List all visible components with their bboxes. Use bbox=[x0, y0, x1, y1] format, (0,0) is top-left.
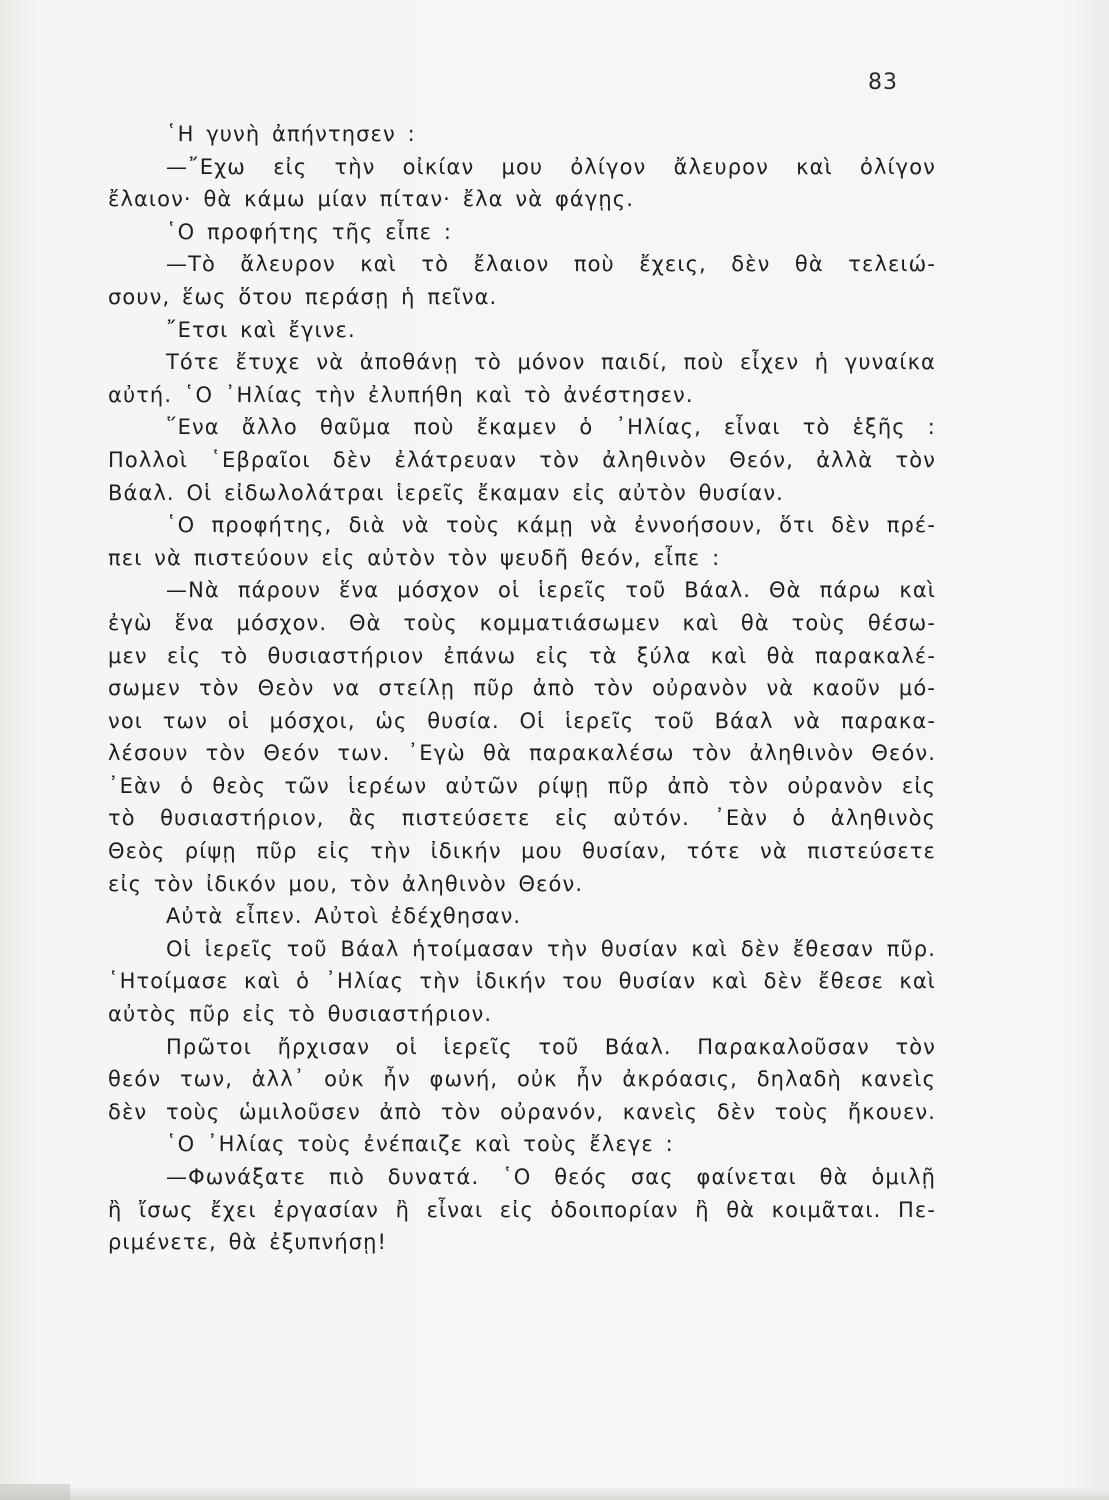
scan-corner-mark bbox=[0, 1484, 70, 1500]
text-line: ἐγὼ ἕνα μόσχον. Θὰ τοὺς κομματιάσωμεν καὶ θὰ τοὺς θέσω- bbox=[108, 610, 936, 635]
text-line: Βάαλ. Οἱ εἰδωλολάτραι ἱερεῖς ἔκαμαν εἰς αὐτὸν θυσίαν. bbox=[108, 480, 784, 505]
page-number: 83 bbox=[868, 70, 898, 95]
text-line: σωμεν τὸν Θεὸν να στείλῃ πῦρ ἀπὸ τὸν οὐρανὸν νὰ καοῦν μό- bbox=[108, 676, 936, 701]
text-line: τὸ θυσιαστήριον, ἂς πιστεύσετε εἰς αὐτόν. ᾿Εὰν ὁ ἀληθινὸς bbox=[108, 806, 936, 831]
text-line: —Νὰ πάρουν ἕνα μόσχον οἱ ἱερεῖς τοῦ Βάαλ. Θὰ πάρω καὶ bbox=[166, 578, 936, 603]
text-line: ριμένετε, θὰ ἐξυπνήσῃ! bbox=[108, 1230, 388, 1255]
text-line: Πρῶτοι ἤρχισαν οἱ ἱερεῖς τοῦ Βάαλ. Παρακαλοῦσαν τὸν bbox=[166, 1034, 936, 1059]
text-line: σουν, ἕως ὅτου περάσῃ ἡ πεῖνα. bbox=[108, 284, 498, 309]
text-line: Πολλοὶ ῾Εβραῖοι δὲν ἐλάτρευαν τὸν ἀληθινὸν Θεόν, ἀλλὰ τὸν bbox=[108, 447, 936, 472]
text-line: εἰς τὸν ἰδικόν μου, τὸν ἀληθινὸν Θεόν. bbox=[108, 871, 584, 896]
text-line: ῎Ετσι καὶ ἔγινε. bbox=[166, 317, 356, 342]
text-line: —῎Εχω εἰς τὴν οἰκίαν μου ὀλίγον ἄλευρον καὶ ὀλίγον bbox=[166, 154, 936, 179]
text-line: δὲν τοὺς ὡμιλοῦσεν ἀπὸ τὸν οὐρανόν, κανεὶς δὲν τοὺς ἤκουεν. bbox=[108, 1099, 936, 1124]
text-line: μεν εἰς τὸ θυσιαστήριον ἐπάνω εἰς τὰ ξύλα καὶ θὰ παρακαλέ- bbox=[108, 643, 936, 668]
text-line: Οἱ ἱερεῖς τοῦ Βάαλ ἡτοίμασαν τὴν θυσίαν καὶ δὲν ἔθεσαν πῦρ. bbox=[166, 936, 936, 961]
text-line: ἔλαιον· θὰ κάμω μίαν πίταν· ἔλα νὰ φάγῃς. bbox=[108, 187, 634, 212]
text-line: ῾Ο προφήτης, διὰ νὰ τοὺς κάμῃ νὰ ἐννοήσουν, ὅτι δὲν πρέ- bbox=[166, 513, 936, 538]
text-line: ῾Ο προφήτης τῆς εἶπε : bbox=[166, 219, 452, 244]
text-line: ῾Ητοίμασε καὶ ὁ ᾿Ηλίας τὴν ἰδικήν του θυσίαν καὶ δὲν ἔθεσε καὶ bbox=[108, 969, 936, 994]
text-line: ῾Η γυνὴ ἀπήντησεν : bbox=[166, 122, 416, 146]
body-text bbox=[108, 118, 936, 1259]
text-line: θεόν των, ἀλλ᾿ οὐκ ἦν φωνή, οὐκ ἦν ἀκρόασις, δηλαδὴ κανεὶς bbox=[108, 1067, 936, 1092]
text-line: ᾿Εὰν ὁ θεὸς τῶν ἱερέων αὐτῶν ρίψῃ πῦρ ἀπὸ τὸν οὐρανὸν εἰς bbox=[108, 773, 936, 798]
text-line: πει νὰ πιστεύουν εἰς αὐτὸν τὸν ψευδῆ θεόν, εἶπε : bbox=[108, 545, 721, 570]
text-line: Θεὸς ρίψῃ πῦρ εἰς τὴν ἰδικήν μου θυσίαν, τότε νὰ πιστεύσετε bbox=[108, 839, 936, 864]
text-line: ῾Ο ᾿Ηλίας τοὺς ἐνέπαιζε καὶ τοὺς ἔλεγε : bbox=[166, 1132, 674, 1157]
text-line: Αὐτὰ εἶπεν. Αὐτοὶ ἐδέχθησαν. bbox=[166, 904, 522, 929]
text-line: —Φωνάξατε πιὸ δυνατά. ῾Ο θεός σας φαίνεται θὰ ὁμιλῇ bbox=[166, 1165, 936, 1189]
text-line: αὐτή. ῾Ο ᾿Ηλίας τὴν ἐλυπήθη καὶ τὸ ἀνέστησεν. bbox=[108, 382, 694, 407]
text-line: ἢ ἴσως ἔχει ἐργασίαν ἢ εἶναι εἰς ὁδοιπορίαν ἢ θὰ κοιμᾶται. Πε- bbox=[108, 1197, 936, 1222]
text-line: νοι των οἱ μόσχοι, ὡς θυσία. Οἱ ἱερεῖς τοῦ Βάαλ νὰ παρακα- bbox=[108, 708, 936, 733]
page-bottom-edge bbox=[0, 1488, 1109, 1500]
text-line: —Τὸ ἄλευρον καὶ τὸ ἔλαιον ποὺ ἔχεις, δὲν θὰ τελειώ- bbox=[166, 252, 936, 277]
text-line: αὐτὸς πῦρ εἰς τὸ θυσιαστήριον. bbox=[108, 1002, 493, 1027]
text-line: Τότε ἔτυχε νὰ ἀποθάνῃ τὸ μόνον παιδί, ποὺ εἶχεν ἡ γυναίκα bbox=[166, 350, 936, 375]
text-line: ῞Ενα ἄλλο θαῦμα ποὺ ἔκαμεν ὁ ᾿Ηλίας, εἶναι τὸ ἑξῆς : bbox=[166, 415, 936, 440]
text-line: λέσουν τὸν Θεόν των. ᾿Εγὼ θὰ παρακαλέσω τὸν ἀληθινὸν Θεόν. bbox=[108, 741, 936, 766]
